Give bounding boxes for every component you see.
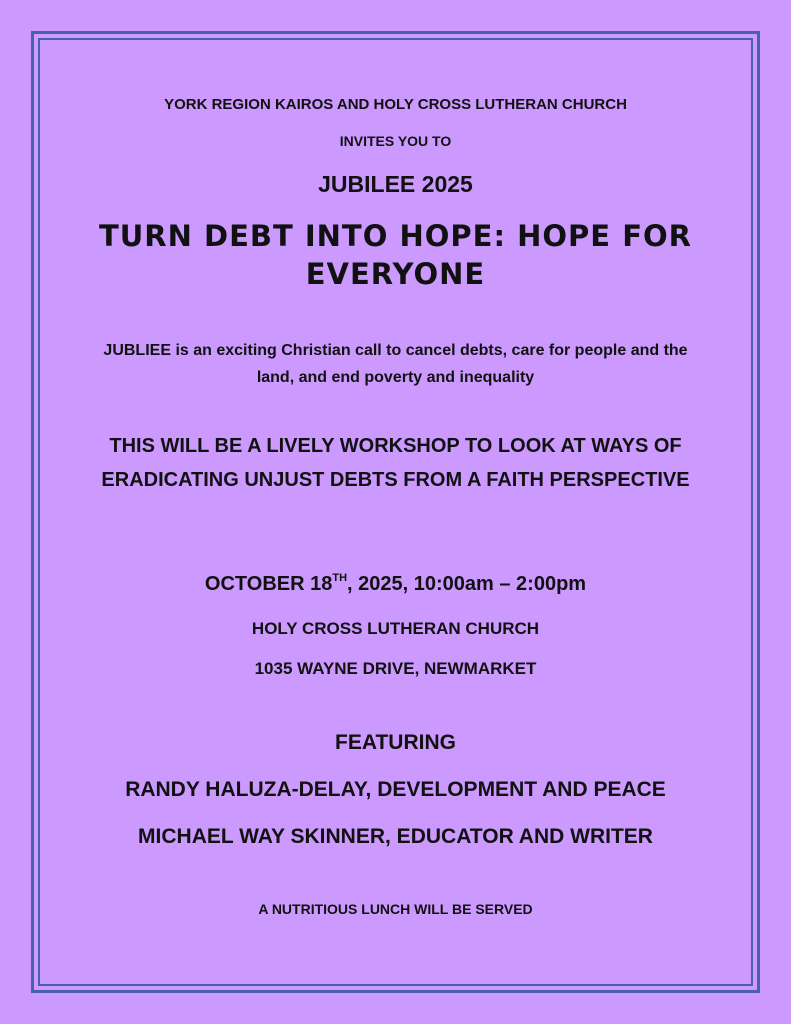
event-date-time [40, 572, 751, 596]
date-prefix: OCTOBER 18 [204, 573, 333, 595]
date-rest: , 2025, 10:00am – 2:00pm [347, 573, 587, 595]
event-headline: TURN DEBT INTO HOPE: HOPE FOR EVERYONE [98, 219, 693, 291]
speaker-item: MICHAEL WAY SKINNER, EDUCATOR AND WRITER [138, 825, 653, 848]
event-name: JUBILEE 2025 [318, 171, 473, 197]
date-ordinal-suffix: TH [332, 572, 348, 584]
organizers-line: YORK REGION KAIROS AND HOLY CROSS LUTHERAN CHURCH [164, 96, 627, 113]
featuring-label: FEATURING [335, 731, 456, 754]
venue-address: 1035 WAYNE DRIVE, NEWMARKET [254, 659, 537, 678]
speaker-item: RANDY HALUZA-DELAY, DEVELOPMENT AND PEACE [125, 778, 666, 801]
lunch-note: A NUTRITIOUS LUNCH WILL BE SERVED [258, 901, 533, 917]
intro-paragraph: JUBLIEE is an exciting Christian call to cancel debts, care for people and the land, and end poverty and inequality [103, 342, 688, 386]
workshop-description: THIS WILL BE A LIVELY WORKSHOP TO LOOK AT WAYS OF ERADICATING UNJUST DEBTS FROM A FAITH PERSPECTIVE [101, 435, 690, 491]
invites-line: INVITES YOU TO [339, 133, 452, 149]
venue-name: HOLY CROSS LUTHERAN CHURCH [251, 619, 540, 638]
